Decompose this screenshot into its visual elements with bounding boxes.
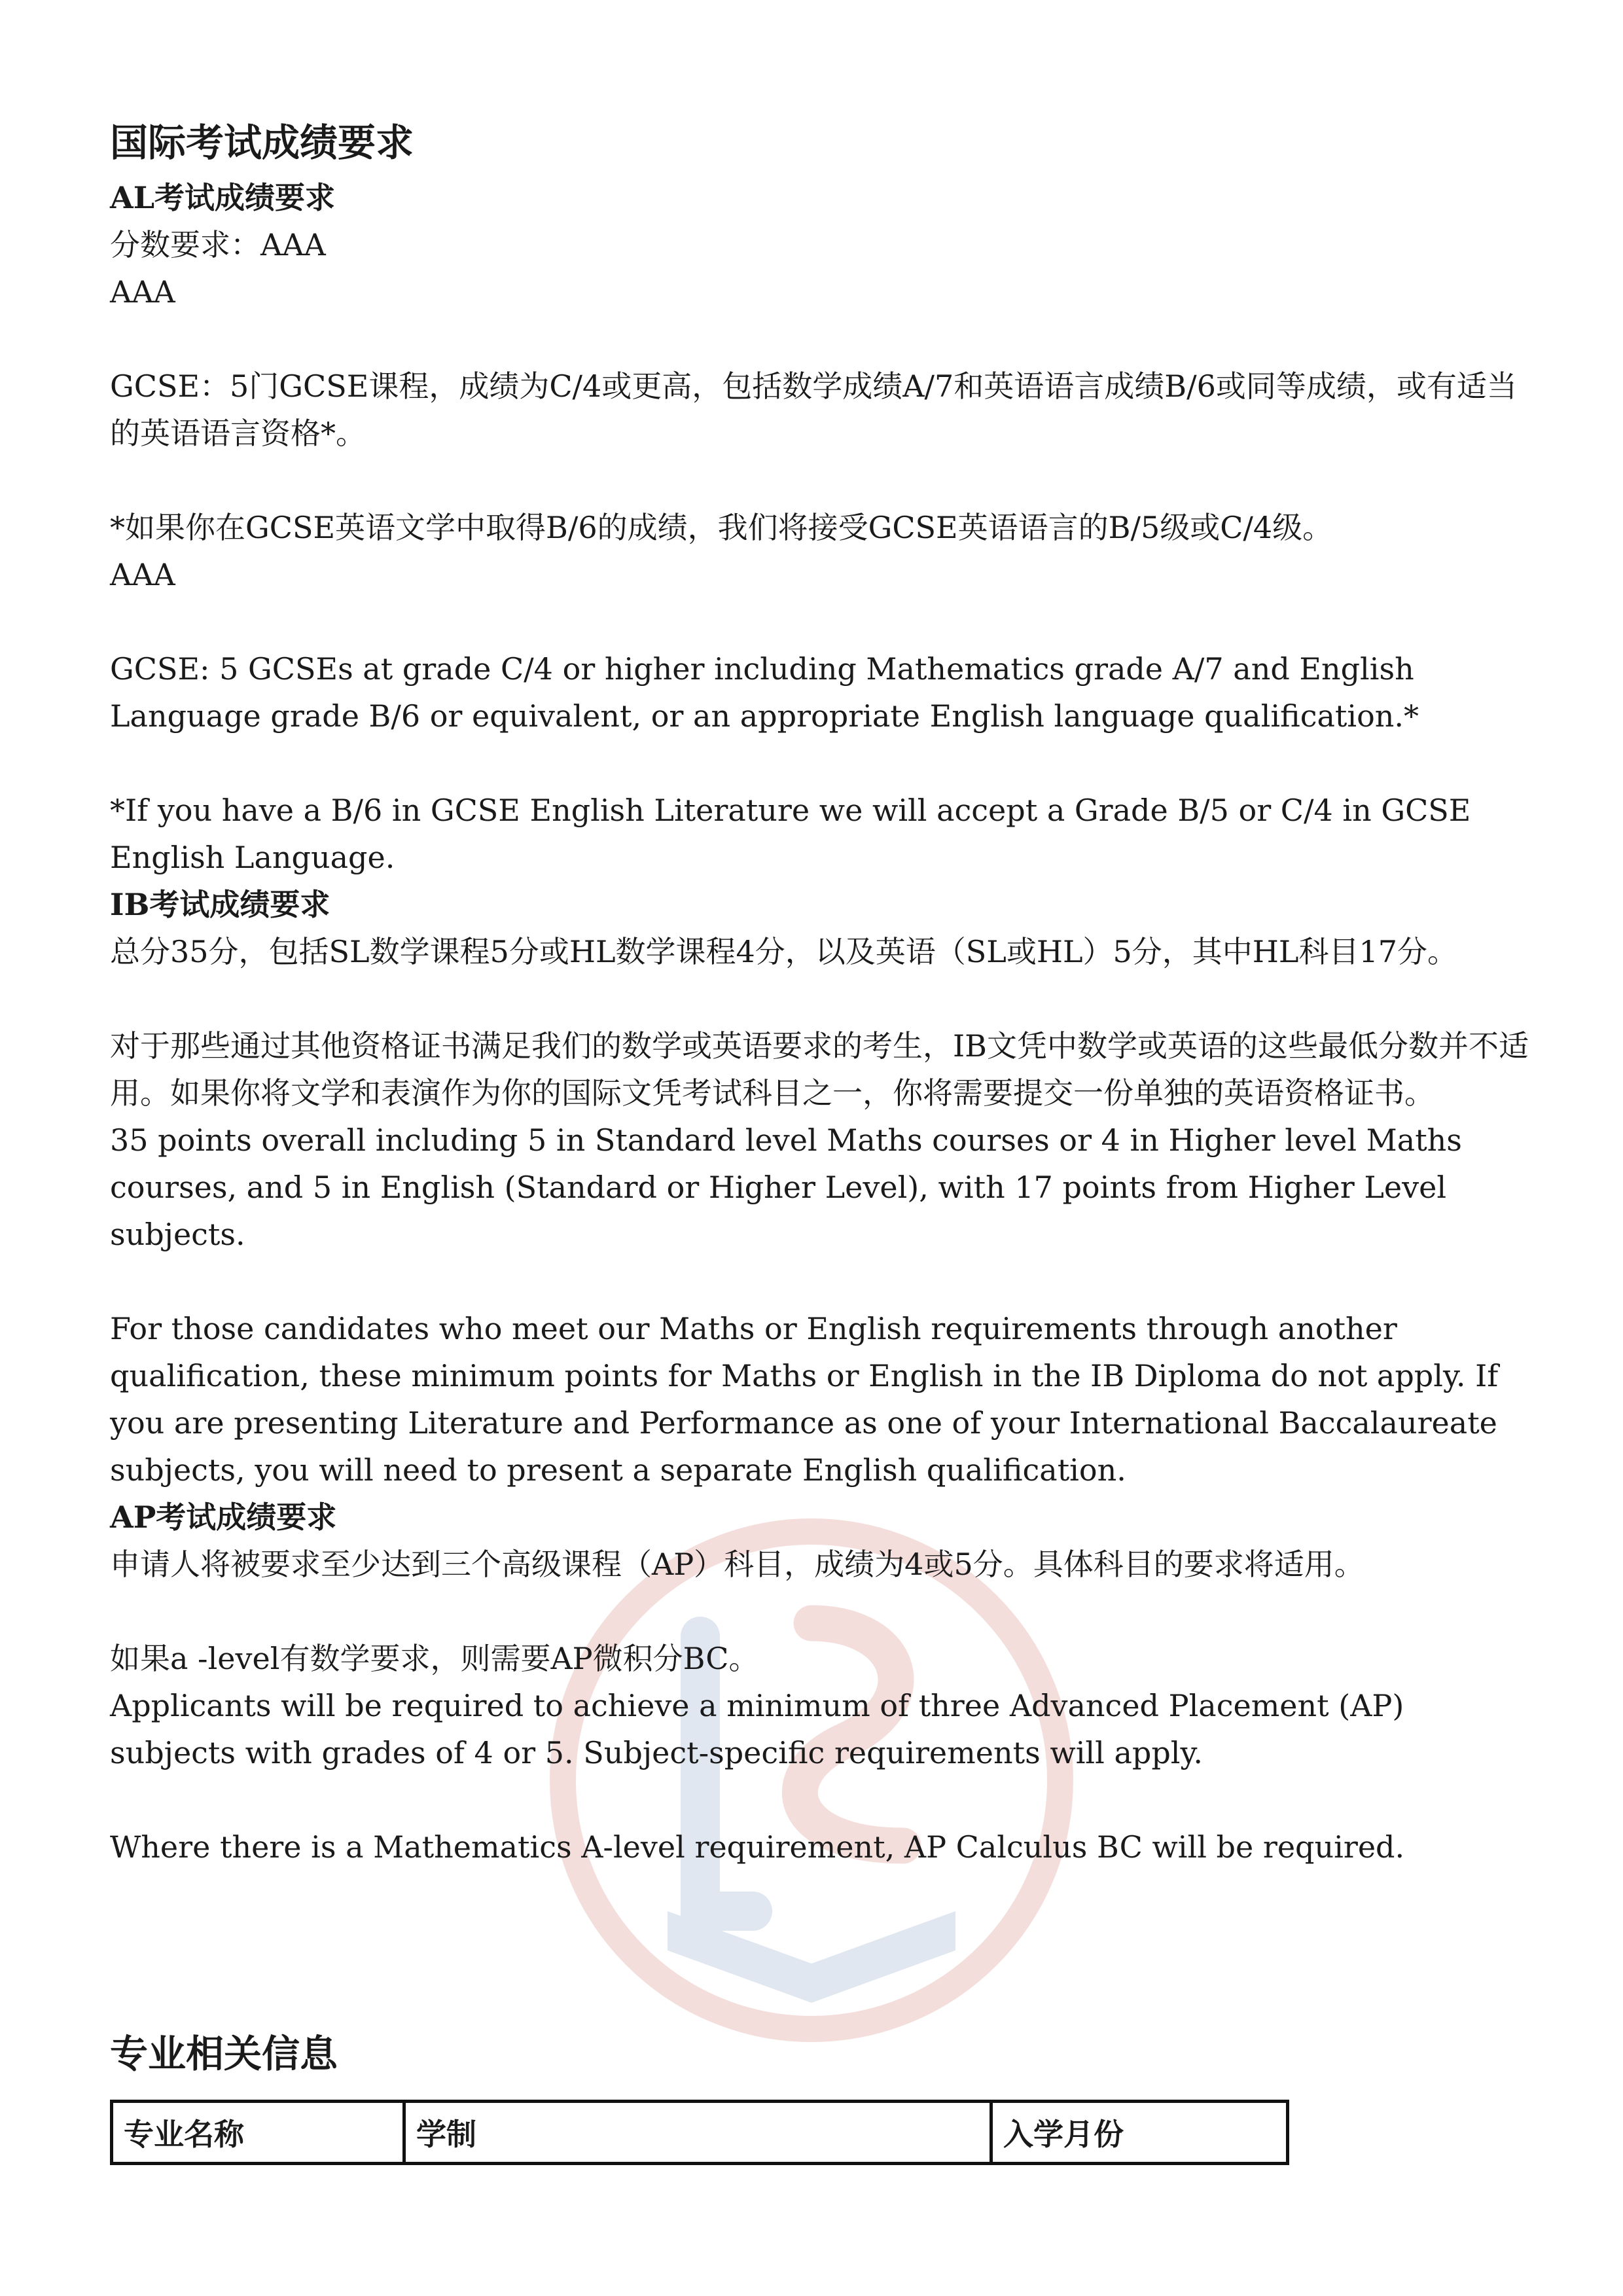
al-en-gcse: GCSE: 5 GCSEs at grade C/4 or higher including Mathematics grade A/7 and English Language grade B/6 or equivalent, or an appropriate English language qualification.*: [110, 651, 1419, 734]
intl-exam-title: 国际考试成绩要求: [110, 120, 414, 165]
major-table-header: [112, 2102, 1288, 2164]
ib-zh-points: 总分35分，包括SL数学课程5分或HL数学课程4分，以及英语（SL或HL）5分，其中HL科目17分。: [110, 934, 1457, 969]
col-major-name: 专业名称: [112, 2102, 404, 2164]
al-en-grade: AAA: [110, 557, 175, 592]
ap-heading: AP考试成绩要求: [110, 1499, 337, 1535]
major-info-section: [110, 2022, 1537, 2085]
al-heading: AL考试成绩要求: [110, 180, 336, 215]
ap-en-calc: Where there is a Mathematics A-level requirement, AP Calculus BC will be required.: [110, 1829, 1405, 1865]
ap-zh-req: 申请人将被要求至少达到三个高级课程（AP）科目，成绩为4或5分。具体科目的要求将适用。: [110, 1547, 1364, 1582]
ib-en-note: For those candidates who meet our Maths or English requirements through another qualification, these minimum points for Maths or English in the IB Diploma do not apply. If you are presenting Literature and Performance as one of your International Baccalaureate subjects, you will need to present a separate English qualification.: [110, 1311, 1499, 1488]
col-duration: 学制: [404, 2102, 991, 2164]
col-intake-month: 入学月份: [991, 2102, 1288, 2164]
intl-exam-section: [110, 111, 1537, 1871]
al-zh-grade: AAA: [110, 274, 175, 310]
ap-zh-calc: 如果a -level有数学要求，则需要AP微积分BC。: [110, 1641, 759, 1676]
al-zh-gcse: GCSE：5门GCSE课程，成绩为C/4或更高，包括数学成绩A/7和英语语言成绩B/6或同等成绩，或有适当的英语语言资格*。: [110, 368, 1517, 451]
ap-en-req: Applicants will be required to achieve a minimum of three Advanced Placement (AP) subjects with grades of 4 or 5. Subject-specific requirements will apply.: [110, 1688, 1404, 1770]
ib-zh-note: 对于那些通过其他资格证书满足我们的数学或英语要求的考生，IB文凭中数学或英语的这些最低分数并不适用。如果你将文学和表演作为你的国际文凭考试科目之一，你将需要提交一份单独的英语资格证书。: [110, 1028, 1529, 1111]
al-zh-note: *如果你在GCSE英语文学中取得B/6的成绩，我们将接受GCSE英语语言的B/5级或C/4级。: [110, 510, 1333, 545]
al-score: 分数要求：AAA: [110, 227, 326, 262]
al-en-note: *If you have a B/6 in GCSE English Literature we will accept a Grade B/5 or C/4 in GCSE English Language.: [110, 793, 1471, 875]
major-info-title: 专业相关信息: [110, 2032, 338, 2076]
major-table: [110, 2100, 1289, 2165]
ib-heading: IB考试成绩要求: [110, 887, 330, 922]
ib-en-points: 35 points overall including 5 in Standard level Maths courses or 4 in Higher level Maths courses, and 5 in English (Standard or Higher Level), with 17 points from Higher Level subjects.: [110, 1122, 1462, 1252]
